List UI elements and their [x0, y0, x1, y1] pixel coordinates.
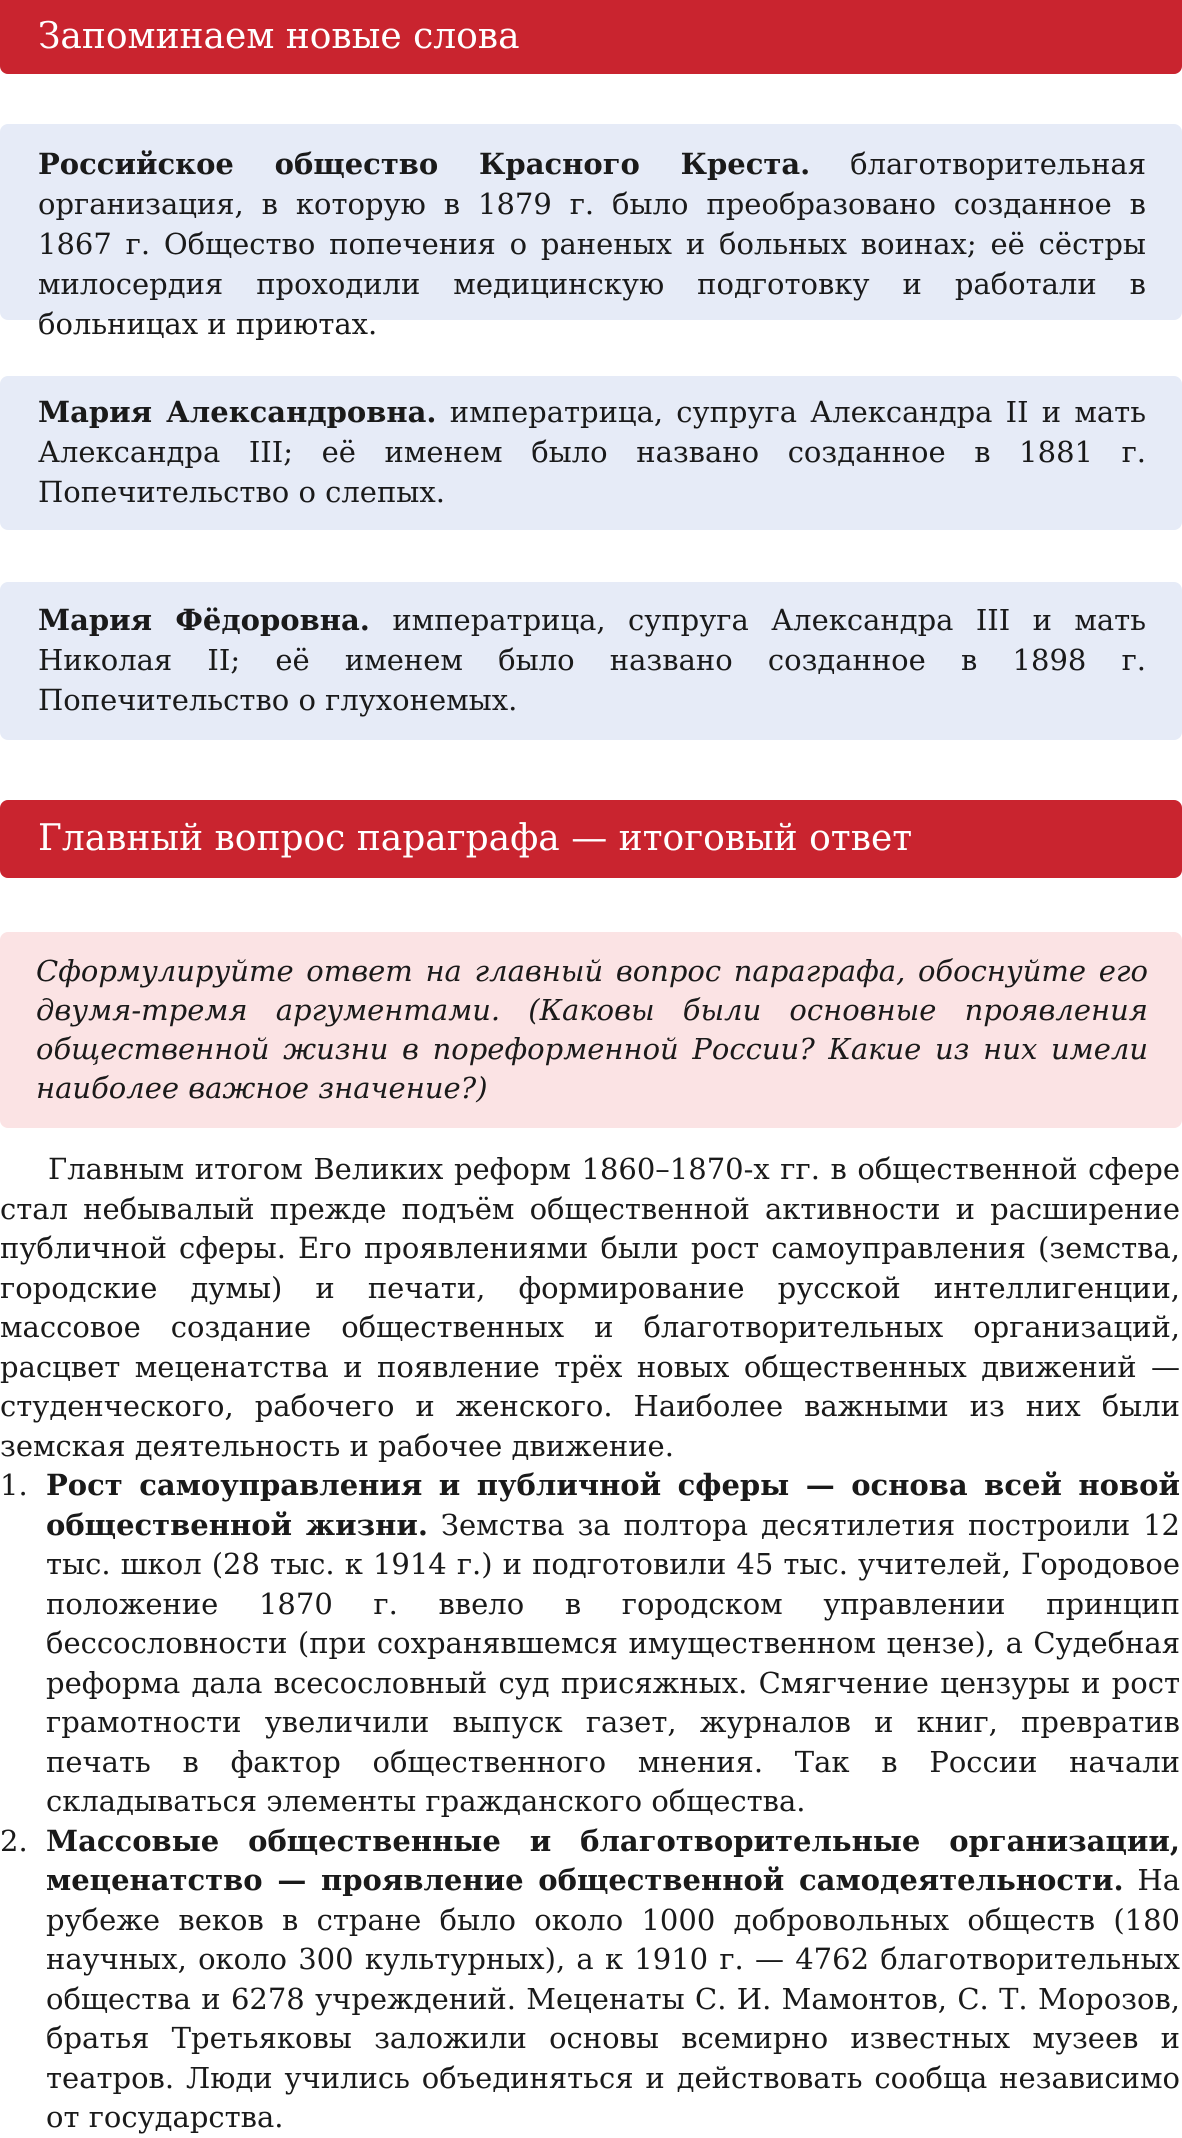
- term-name: Мария Фёдоровна.: [38, 603, 370, 637]
- point-number: 2.: [0, 1823, 28, 1858]
- point-text: Земства за полтора десятилетия построили 12 тыс. школ (28 тыс. к 1914 г.) и подготовили 45 тыс. учителей, Городовое положение 1870 г. ввело в городском управлении принцип бессословности (при сохранявшемся имущественном цензе), а Судебная реформа дала всесословный суд присяжных. Смягчение цензуры и рост грамотности увеличили выпуск газет, журналов и книг, превратив печать в фактор общественного мнения. Так в России начали складываться элементы гражданского общества.: [46, 1507, 1180, 1818]
- term-card-maria-alexandrovna: [0, 376, 1182, 530]
- point-heading: Рост самоуправления и публичной сферы — основа всей новой общественной жизни.: [46, 1468, 1180, 1542]
- term-definition: императрица, супруга Александра III и мать Николая II; её именем было названо созданное в 1898 г. Попечительство о глухонемых.: [38, 603, 1147, 717]
- point-text: На рубеже веков в стране было около 1000 добровольных обществ (180 научных, около 300 культурных), а к 1910 г. — 4762 благотворительных общества и 6278 учреждений. Меценаты С. И. Мамонтов, С. Т. Морозов, братья Третьяковы заложили основы всемирно известных музеев и театров. Люди учились объединяться и действовать сообща независимо от государства.: [46, 1863, 1180, 2134]
- answer-text: [0, 1150, 1182, 2138]
- term-definition: благотворительная организация, в которую в 1879 г. было преобразовано созданное в 1867 г. Общество попечения о раненых и больных воинах; её сёстры милосердия проходили медицинскую подготовку и работали в больницах и приютах.: [38, 147, 1146, 341]
- point-number: 1.: [0, 1468, 28, 1502]
- answer-point-1: [0, 1466, 1180, 1822]
- answer-intro: Главным итогом Великих реформ 1860–1870-х гг. в общественной сфере стал небывалый прежде подъём общественной активности и расширение публичной сферы. Его проявлениями были рост самоуправления (земства, городские думы) и печати, формирование русской интеллигенции, массовое создание общественных и благотворительных организаций, расцвет меценатства и появление трёх новых общественных движений — студенческого, рабочего и женского. Наиболее важными из них были земская деятельность и рабочее движение.: [0, 1152, 1180, 1463]
- section-header-new-words: [0, 0, 1182, 74]
- term-definition: императрица, супруга Александра II и мать Александра III; её именем было названо созданное в 1881 г. Попечительство о слепых.: [38, 395, 1147, 509]
- answer-points: [0, 1466, 1180, 2138]
- term-name: Мария Александровна.: [38, 395, 437, 429]
- question-box: [0, 932, 1182, 1128]
- term-card-red-cross: [0, 124, 1182, 341]
- answer-point-2: [0, 1822, 1180, 2138]
- section-title: Запоминаем новые слова: [38, 16, 520, 57]
- question-text: Сформулируйте ответ на главный вопрос параграфа, обоснуйте его двумя-тремя аргументами. (Каковы были основные проявления общественной жизни в пореформенной России? Какие из них имели наиболее важное значение?): [36, 954, 1148, 1105]
- section-header-main-question: [0, 800, 1182, 878]
- term-card-maria-fedorovna: [0, 582, 1182, 740]
- term-name: Российское общество Красного Креста.: [38, 147, 811, 181]
- section-title: Главный вопрос параграфа — итоговый ответ: [38, 818, 913, 859]
- point-heading: Массовые общественные и благотворительные организации, меценатство — проявление общественной самодеятельности.: [46, 1823, 1180, 1897]
